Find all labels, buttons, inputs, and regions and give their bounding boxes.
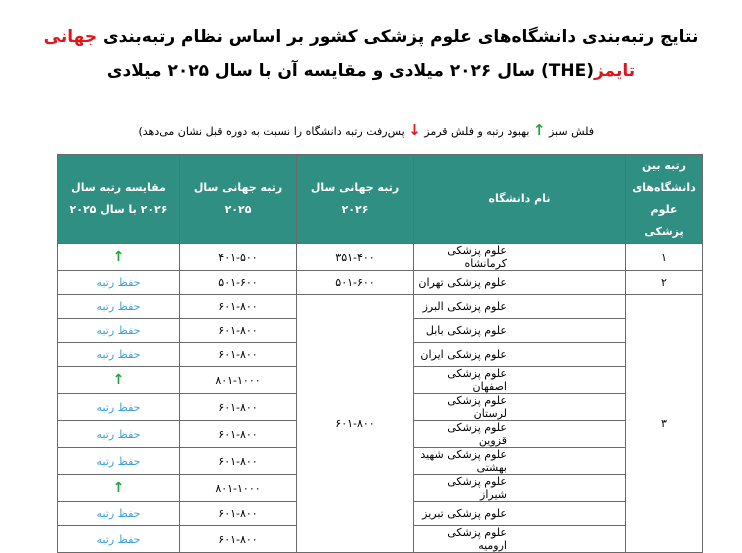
rank-2025-cell: ۶۰۱-۸۰۰ xyxy=(180,502,297,526)
improvement-arrow-icon: ↑ xyxy=(58,367,180,394)
compare-cell: حفظ رتبه xyxy=(58,343,180,367)
rank-2026-cell: ۳۵۱-۴۰۰ xyxy=(297,244,414,271)
legend-text-3: پس‌رفت رتبه دانشگاه را نسبت به دوره قبل نشان می‌دهد) xyxy=(138,125,405,138)
rank-2025-cell: ۴۰۱-۵۰۰ xyxy=(180,244,297,271)
compare-cell: حفظ رتبه xyxy=(58,502,180,526)
university-name-cell: علوم پزشکی البرز xyxy=(414,295,626,319)
rank-2025-cell: ۶۰۱-۸۰۰ xyxy=(180,394,297,421)
rank-cell: ۲ xyxy=(626,271,703,295)
rank-2025-cell: ۵۰۱-۶۰۰ xyxy=(180,271,297,295)
rank-2025-cell: ۶۰۱-۸۰۰ xyxy=(180,526,297,553)
legend-text-2: بهبود رتبه و فلش قرمز xyxy=(424,125,530,138)
legend-text-1: فلش سبز xyxy=(548,125,594,138)
red-down-arrow-icon: ↓ xyxy=(408,121,421,139)
header-rank-domestic: رتبه بین دانشگاه‌های علوم پزشکی xyxy=(626,155,703,244)
rank-cell-group: ۳ xyxy=(626,295,703,553)
improvement-arrow-icon: ↑ xyxy=(58,475,180,502)
page-title-line-2 xyxy=(0,61,742,81)
rank-2025-cell: ۶۰۱-۸۰۰ xyxy=(180,448,297,475)
page-title-line-1 xyxy=(0,27,742,47)
ranking-table xyxy=(57,154,703,553)
compare-cell: حفظ رتبه xyxy=(58,421,180,448)
table-row xyxy=(58,271,703,295)
header-rank-2026: رتبه جهانی سال ۲۰۲۶ xyxy=(297,155,414,244)
header-compare: مقایسه رتبه سال ۲۰۲۶ با سال ۲۰۲۵ xyxy=(58,155,180,244)
university-name-cell: علوم پزشکی بابل xyxy=(414,319,626,343)
rank-2025-cell: ۶۰۱-۸۰۰ xyxy=(180,295,297,319)
university-name-cell: علوم پزشکی ایران xyxy=(414,343,626,367)
table-header-row xyxy=(58,155,703,244)
compare-cell: حفظ رتبه xyxy=(58,271,180,295)
rank-2026-cell-group: ۶۰۱-۸۰۰ xyxy=(297,295,414,553)
legend-note xyxy=(138,121,594,139)
improvement-arrow-icon: ↑ xyxy=(58,244,180,271)
table-row xyxy=(58,295,703,319)
compare-cell: حفظ رتبه xyxy=(58,448,180,475)
compare-cell: حفظ رتبه xyxy=(58,394,180,421)
university-name-cell: علوم پزشکی تبریز xyxy=(414,502,626,526)
compare-cell: حفظ رتبه xyxy=(58,526,180,553)
rank-2025-cell: ۸۰۱-۱۰۰۰ xyxy=(180,475,297,502)
university-name-cell: علوم پزشکی تهران xyxy=(414,271,626,295)
university-name-cell: علوم پزشکی اصفهان xyxy=(414,367,626,394)
rank-2025-cell: ۸۰۱-۱۰۰۰ xyxy=(180,367,297,394)
university-name-cell: علوم پزشکی شیراز xyxy=(414,475,626,502)
title-highlight: جهانی xyxy=(43,27,98,47)
university-name-cell: علوم پزشکی کرمانشاه xyxy=(414,244,626,271)
university-name-cell: علوم پزشکی لرستان xyxy=(414,394,626,421)
green-up-arrow-icon: ↑ xyxy=(532,121,546,139)
title-main: نتایج رتبه‌بندی دانشگاه‌های علوم پزشکی کشور بر اساس نظام رتبه‌بندی xyxy=(103,27,699,47)
header-rank-2025: رتبه جهانی سال ۲۰۲۵ xyxy=(180,155,297,244)
university-name-cell: علوم پزشکی ارومیه xyxy=(414,526,626,553)
compare-cell: حفظ رتبه xyxy=(58,295,180,319)
university-name-cell: علوم پزشکی قزوین xyxy=(414,421,626,448)
rank-2026-cell: ۵۰۱-۶۰۰ xyxy=(297,271,414,295)
rank-cell: ۱ xyxy=(626,244,703,271)
table-row xyxy=(58,244,703,271)
rank-2025-cell: ۶۰۱-۸۰۰ xyxy=(180,421,297,448)
rank-2025-cell: ۶۰۱-۸۰۰ xyxy=(180,319,297,343)
title-highlight-times: تایمز xyxy=(593,61,636,81)
rank-2025-cell: ۶۰۱-۸۰۰ xyxy=(180,343,297,367)
university-name-cell: علوم پزشکی شهید بهشتی xyxy=(414,448,626,475)
header-university-name: نام دانشگاه xyxy=(414,155,626,244)
title-subtitle: (THE) سال ۲۰۲۶ میلادی و مقایسه آن با سال ۲۰۲۵ میلادی xyxy=(106,61,594,81)
compare-cell: حفظ رتبه xyxy=(58,319,180,343)
